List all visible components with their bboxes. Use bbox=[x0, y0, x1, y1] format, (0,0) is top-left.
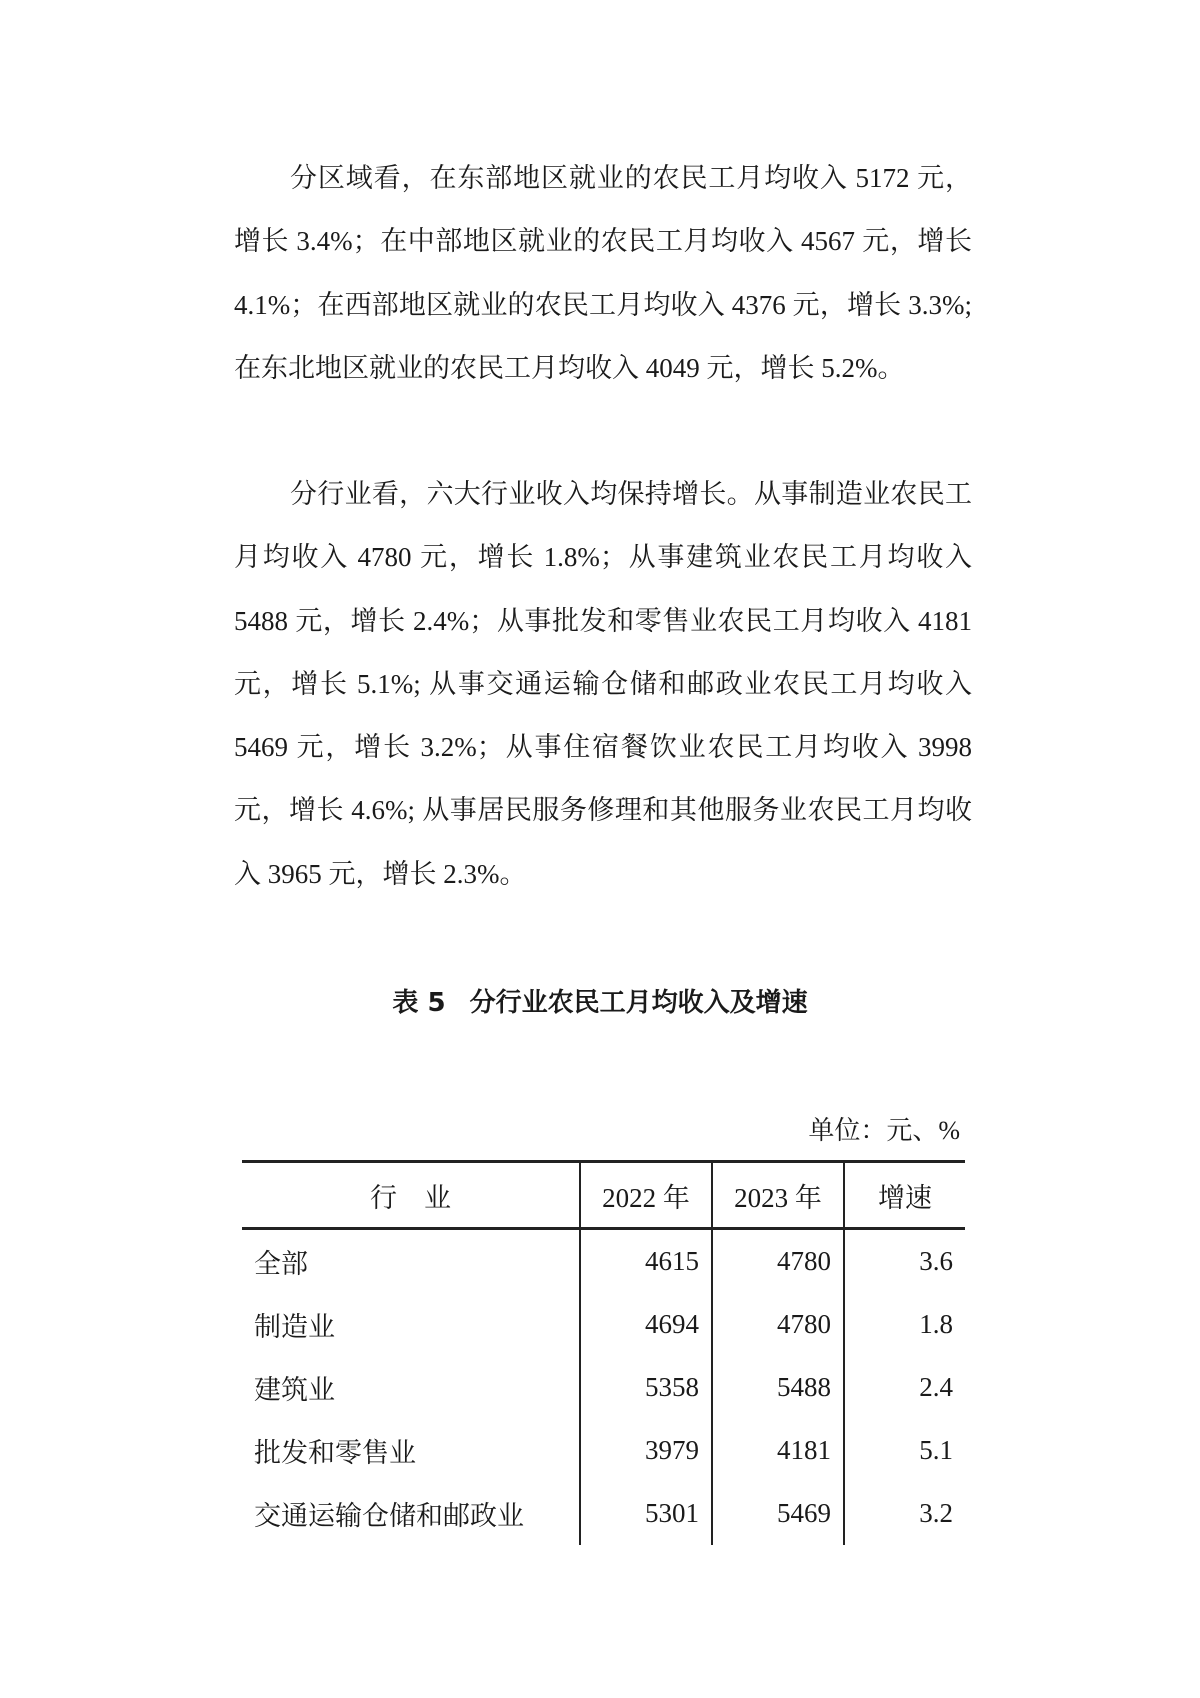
industry-cell: 全部 bbox=[254, 1249, 308, 1279]
income-2023-cell: 4780 bbox=[712, 1293, 844, 1356]
header-2023: 2023 年 bbox=[712, 1162, 844, 1229]
header-2022: 2022 年 bbox=[580, 1162, 712, 1229]
industry-cell: 批发和零售业 bbox=[254, 1438, 416, 1468]
income-table bbox=[242, 1160, 965, 1545]
paragraph-industry-income: 分行业看，六大行业收入均保持增长。从事制造业农民工月均收入 4780 元，增长 1.8%；从事建筑业农民工月均收入 5488 元，增长 2.4%；从事批发和零售业农民工月均收入 4181 元，增长 5.1%; 从事交通运输仓储和邮政业农民工月均收入 5469 元，增长 3.2%；从事住宿餐饮业农民工月均收入 3998 元，增长 4.6%; 从事居民服务修理和其他服务业农民工月均收入 3965 元，增长 2.3%。 bbox=[234, 479, 972, 889]
header-industry: 行 业 bbox=[370, 1182, 451, 1213]
table-title bbox=[0, 982, 1200, 1019]
table-row bbox=[242, 1293, 965, 1356]
table-header-row bbox=[242, 1162, 965, 1229]
income-2022-cell: 3979 bbox=[580, 1419, 712, 1482]
income-2022-cell: 5301 bbox=[580, 1482, 712, 1545]
growth-cell: 3.6 bbox=[844, 1229, 965, 1294]
income-2022-cell: 4694 bbox=[580, 1293, 712, 1356]
growth-cell: 1.8 bbox=[844, 1293, 965, 1356]
income-2022-cell: 4615 bbox=[580, 1229, 712, 1294]
growth-cell: 5.1 bbox=[844, 1419, 965, 1482]
income-2022-cell: 5358 bbox=[580, 1356, 712, 1419]
income-2023-cell: 4780 bbox=[712, 1229, 844, 1294]
table-number: 表 5 bbox=[392, 988, 446, 1018]
header-growth: 增速 bbox=[844, 1162, 965, 1229]
industry-cell: 建筑业 bbox=[254, 1375, 335, 1405]
growth-cell: 2.4 bbox=[844, 1356, 965, 1419]
table-row bbox=[242, 1419, 965, 1482]
table-title-text: 分行业农民工月均收入及增速 bbox=[469, 988, 808, 1018]
income-2023-cell: 5488 bbox=[712, 1356, 844, 1419]
table-row bbox=[242, 1482, 965, 1545]
income-2023-cell: 5469 bbox=[712, 1482, 844, 1545]
table-row bbox=[242, 1356, 965, 1419]
table-unit: 单位：元、% bbox=[808, 1116, 960, 1145]
industry-cell: 制造业 bbox=[254, 1312, 335, 1342]
industry-cell: 交通运输仓储和邮政业 bbox=[254, 1501, 524, 1531]
table-row bbox=[242, 1229, 965, 1294]
growth-cell: 3.2 bbox=[844, 1482, 965, 1545]
income-2023-cell: 4181 bbox=[712, 1419, 844, 1482]
paragraph-regional-income: 分区域看，在东部地区就业的农民工月均收入 5172 元，增长 3.4%；在中部地区就业的农民工月均收入 4567 元，增长 4.1%；在西部地区就业的农民工月均收入 4376 元，增长 3.3%; 在东北地区就业的农民工月均收入 4049 元，增长 5.2%。 bbox=[234, 163, 972, 383]
